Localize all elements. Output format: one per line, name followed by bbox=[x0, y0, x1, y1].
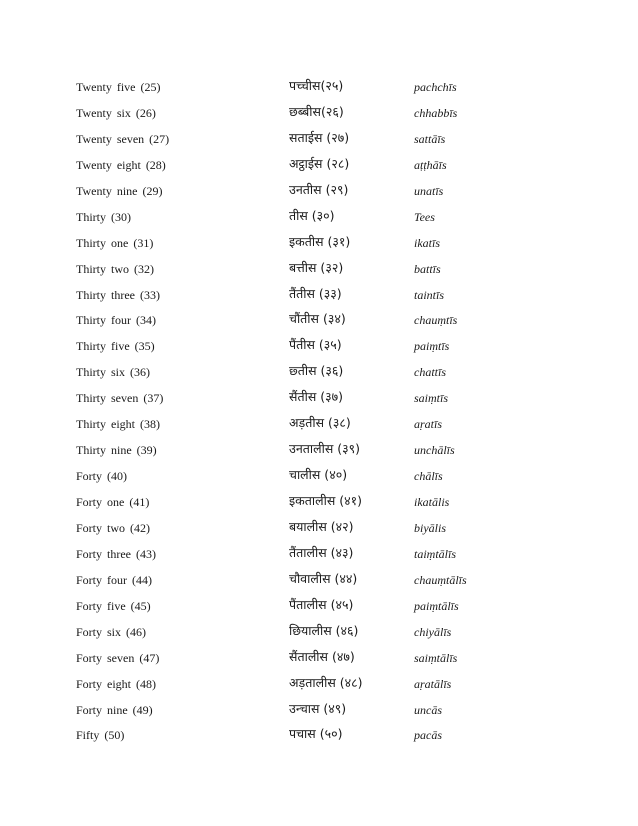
table-row bbox=[0, 103, 638, 129]
transliteration: sattāīs bbox=[414, 131, 446, 146]
transliteration: chhabbīs bbox=[414, 105, 458, 120]
hindi-number: चौंतीस (३४) bbox=[289, 311, 346, 327]
table-row bbox=[0, 129, 638, 155]
table-row bbox=[0, 674, 638, 700]
transliteration: aṭṭhāīs bbox=[414, 157, 447, 172]
transliteration: aṛatālīs bbox=[414, 676, 452, 691]
english-number: Fifty (50) bbox=[76, 728, 125, 743]
table-row bbox=[0, 466, 638, 492]
hindi-number: सताईस (२७) bbox=[289, 129, 350, 145]
hindi-number: तीस (३०) bbox=[289, 207, 335, 223]
english-number: Thirty five (35) bbox=[76, 339, 155, 354]
transliteration: ikatālis bbox=[414, 495, 450, 509]
english-number: Twenty eight (28) bbox=[76, 157, 166, 172]
transliteration: chattīs bbox=[414, 365, 446, 380]
english-number: Forty seven (47) bbox=[76, 650, 160, 665]
english-number: Forty four (44) bbox=[76, 572, 152, 587]
table-row bbox=[0, 570, 638, 596]
english-number: Thirty eight (38) bbox=[76, 417, 160, 432]
english-number: Forty five (45) bbox=[76, 598, 151, 613]
english-number: Thirty six (36) bbox=[76, 365, 150, 380]
table-row bbox=[0, 492, 638, 518]
transliteration: ikatīs bbox=[414, 235, 440, 250]
table-row bbox=[0, 596, 638, 622]
table-row bbox=[0, 388, 638, 414]
english-number: Forty eight (48) bbox=[76, 676, 156, 691]
transliteration: taiṃtālīs bbox=[414, 546, 457, 561]
hindi-number: बत्तीस (३२) bbox=[289, 259, 344, 275]
hindi-number: अट्ठाईस (२८) bbox=[289, 155, 350, 171]
table-row bbox=[0, 310, 638, 336]
table-row bbox=[0, 233, 638, 259]
hindi-number: तैंतीस (३३) bbox=[289, 285, 342, 301]
hindi-number: अड़तीस (३८) bbox=[289, 415, 351, 431]
table-row bbox=[0, 544, 638, 570]
hindi-number: पैंतीस (३५) bbox=[289, 337, 342, 353]
hindi-number: पचास (५०) bbox=[289, 726, 343, 742]
hindi-number: छब्बीस(२६) bbox=[289, 103, 344, 119]
table-row bbox=[0, 181, 638, 207]
english-number: Twenty nine (29) bbox=[76, 183, 163, 198]
transliteration: pachchīs bbox=[414, 80, 457, 94]
hindi-number: अड़तालीस (४८) bbox=[289, 674, 363, 690]
table-row bbox=[0, 362, 638, 388]
table-row bbox=[0, 648, 638, 674]
table-row bbox=[0, 336, 638, 362]
hindi-number: उनतीस (२९) bbox=[289, 181, 349, 197]
hindi-number: छियालीस (४६) bbox=[289, 622, 359, 638]
transliteration: paiṃtālīs bbox=[414, 598, 459, 613]
english-number: Twenty six (26) bbox=[76, 105, 156, 120]
english-number: Forty six (46) bbox=[76, 624, 146, 639]
hindi-number: पच्चीस(२५) bbox=[289, 78, 344, 93]
transliteration: saiṃtālīs bbox=[414, 650, 458, 665]
transliteration: battīs bbox=[414, 261, 441, 276]
transliteration: aṛatīs bbox=[414, 417, 443, 432]
english-number: Twenty five (25) bbox=[76, 80, 161, 94]
english-number: Forty (40) bbox=[76, 469, 127, 484]
table-row bbox=[0, 440, 638, 466]
hindi-number: सैंतीस (३७) bbox=[289, 389, 343, 405]
english-number: Forty one (41) bbox=[76, 495, 150, 509]
transliteration: unchālīs bbox=[414, 443, 455, 458]
english-number: Forty nine (49) bbox=[76, 702, 153, 717]
hindi-number: बयालीस (४२) bbox=[289, 518, 354, 534]
hindi-number: उनतालीस (३९) bbox=[289, 441, 361, 457]
hindi-number: इकतीस (३१) bbox=[289, 233, 351, 249]
table-row bbox=[0, 207, 638, 233]
english-number: Forty three (43) bbox=[76, 546, 156, 561]
english-number: Thirty (30) bbox=[76, 209, 131, 224]
transliteration: Tees bbox=[414, 209, 435, 224]
table-row bbox=[0, 518, 638, 544]
transliteration: chauṃtīs bbox=[414, 313, 458, 328]
table-row bbox=[0, 285, 638, 311]
english-number: Thirty nine (39) bbox=[76, 443, 157, 458]
number-words-table bbox=[0, 77, 638, 751]
english-number: Thirty seven (37) bbox=[76, 391, 164, 406]
transliteration: chauṃtālīs bbox=[414, 572, 467, 587]
hindi-number: इकतालीस (४१) bbox=[289, 493, 362, 508]
hindi-number: पैंतालीस (४५) bbox=[289, 596, 354, 612]
english-number: Thirty one (31) bbox=[76, 235, 154, 250]
hindi-number: उन्चास (४९) bbox=[289, 700, 347, 716]
english-number: Thirty three (33) bbox=[76, 287, 160, 302]
transliteration: pacās bbox=[414, 728, 442, 743]
transliteration: uncās bbox=[414, 702, 442, 717]
hindi-number: तैंतालीस (४३) bbox=[289, 544, 354, 560]
transliteration: biyālis bbox=[414, 520, 446, 535]
hindi-number: चौवालीस (४४) bbox=[289, 570, 358, 586]
english-number: Forty two (42) bbox=[76, 520, 150, 535]
hindi-number: छ्तीस (३६) bbox=[289, 363, 344, 379]
transliteration: saiṃtīs bbox=[414, 391, 449, 406]
table-row bbox=[0, 77, 638, 103]
transliteration: unatīs bbox=[414, 183, 444, 198]
hindi-number: सैंतालीस (४७) bbox=[289, 648, 355, 664]
table-row bbox=[0, 259, 638, 285]
table-row bbox=[0, 700, 638, 726]
transliteration: chiyālīs bbox=[414, 624, 452, 639]
english-number: Thirty two (32) bbox=[76, 261, 154, 276]
table-row bbox=[0, 622, 638, 648]
transliteration: chālīs bbox=[414, 469, 443, 484]
transliteration: taintīs bbox=[414, 287, 445, 302]
english-number: Thirty four (34) bbox=[76, 313, 156, 328]
transliteration: paiṃtīs bbox=[414, 339, 450, 354]
table-row bbox=[0, 155, 638, 181]
table-row bbox=[0, 414, 638, 440]
table-row bbox=[0, 725, 638, 751]
hindi-number: चालीस (४०) bbox=[289, 467, 348, 483]
english-number: Twenty seven (27) bbox=[76, 131, 170, 146]
